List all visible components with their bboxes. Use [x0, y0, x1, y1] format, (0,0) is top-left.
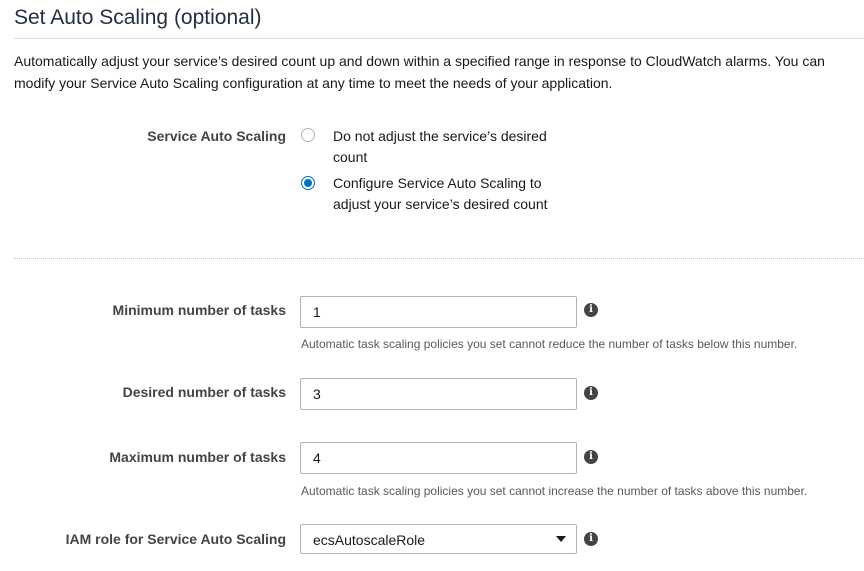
iam-role-label: IAM role for Service Auto Scaling — [65, 531, 286, 547]
caret-down-icon — [556, 536, 566, 542]
service-auto-scaling-label: Service Auto Scaling — [147, 128, 286, 144]
section-description: Automatically adjust your service’s desired count up and down within a specified range in response to CloudWatch alarms. You can modify your Service Auto Scaling configuration at any time to meet the needs of your application. — [14, 53, 825, 91]
radio-do-not-adjust-label[interactable]: Do not adjust the service’s desired count — [333, 128, 547, 165]
max-tasks-help: Automatic task scaling policies you set cannot increase the number of tasks above this number. — [301, 484, 808, 498]
info-icon[interactable]: i — [584, 386, 598, 400]
max-tasks-input[interactable] — [300, 442, 577, 474]
iam-role-select[interactable] — [300, 524, 577, 554]
page-title: Set Auto Scaling (optional) — [14, 6, 262, 29]
radio-configure-auto-scaling[interactable] — [301, 176, 315, 190]
min-tasks-label: Minimum number of tasks — [112, 302, 286, 318]
info-icon[interactable]: i — [584, 450, 598, 464]
iam-role-selected-value: ecsAutoscaleRole — [313, 532, 426, 548]
max-tasks-label: Maximum number of tasks — [109, 449, 286, 465]
radio-do-not-adjust[interactable] — [301, 128, 315, 142]
info-icon[interactable]: i — [584, 532, 598, 546]
info-icon[interactable]: i — [584, 303, 598, 317]
desired-tasks-input[interactable] — [300, 378, 577, 410]
section-divider — [14, 258, 864, 259]
desired-tasks-label: Desired number of tasks — [122, 384, 286, 400]
radio-configure-auto-scaling-label[interactable]: Configure Service Auto Scaling to adjust your service’s desired count — [333, 175, 548, 212]
min-tasks-help: Automatic task scaling policies you set cannot reduce the number of tasks below this number. — [301, 337, 798, 351]
title-divider — [14, 38, 864, 39]
min-tasks-input[interactable] — [300, 296, 577, 328]
